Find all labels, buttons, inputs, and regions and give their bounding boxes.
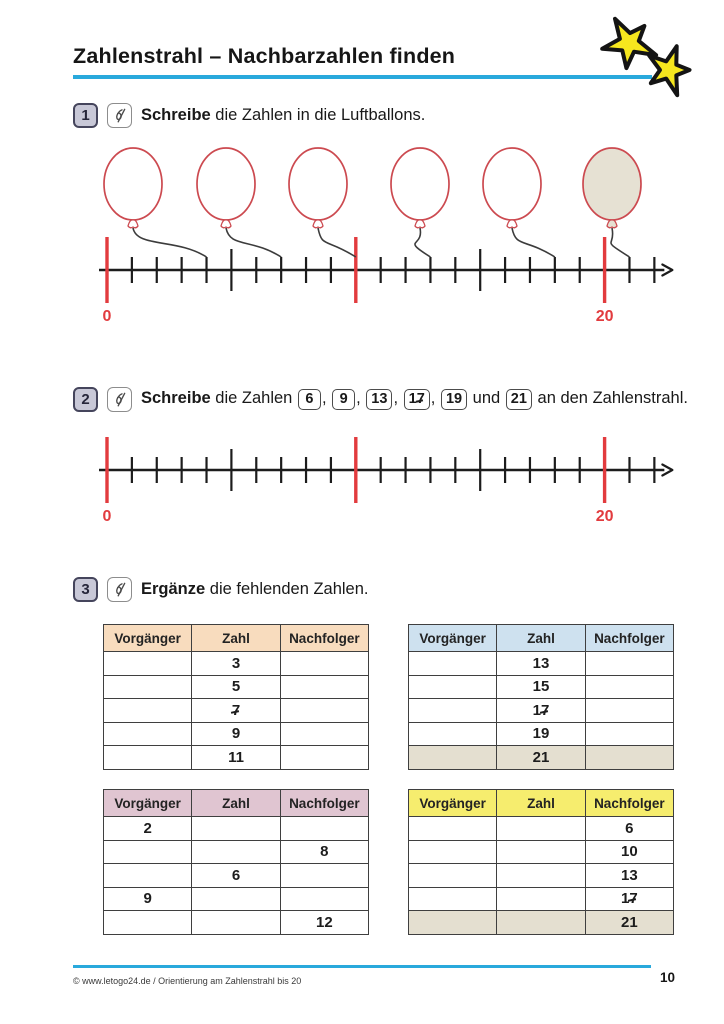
column-header: Vorgänger [104,625,192,652]
pencil-icon [111,107,129,125]
table-row [104,864,369,888]
table-cell [497,911,585,935]
table-cell [409,675,497,699]
table-cell [409,911,497,935]
task-verb: Schreibe [141,389,211,407]
task-text-rest: die fehlenden Zahlen. [209,580,369,598]
task-2 [73,387,688,412]
table-cell: 17 [585,887,673,911]
pencil-icon-box [107,103,132,128]
arrow-head [662,465,672,476]
neighbors-table-blue [408,624,674,770]
table-yellow [408,789,674,935]
table-cell: 9 [104,887,192,911]
table-cell [585,746,673,770]
balloon-string [512,228,555,257]
table-cell [280,746,368,770]
table-cell: 13 [497,652,585,676]
task-verb: Ergänze [141,580,206,598]
balloon [289,148,356,257]
table-cell: 8 [280,840,368,864]
number-box: 9 [332,389,355,410]
task-number-badge: 3 [73,577,98,602]
table-row [409,864,674,888]
table-cell [280,652,368,676]
balloon-knot [507,220,517,228]
table-cell: 19 [497,722,585,746]
table-mauve [103,789,369,935]
table-cell [104,864,192,888]
table-cell [192,887,280,911]
table-orange [103,624,369,770]
balloon [104,148,207,257]
table-cell: 10 [585,840,673,864]
table-cell: 6 [585,817,673,841]
table-cell: 2 [104,817,192,841]
table-row [409,746,674,770]
table-cell: 17 [497,699,585,723]
table-row [409,652,674,676]
task-number-badge: 1 [73,103,98,128]
balloon [483,148,555,257]
task2-numbers [297,389,688,407]
stars-decoration [602,19,689,95]
balloon-knot [415,220,425,228]
table-row [104,746,369,770]
number-box: 17 [404,389,430,410]
table-cell [104,675,192,699]
separator-text: , [321,389,332,407]
column-header: Vorgänger [409,625,497,652]
table-cell [192,911,280,935]
table-row [104,675,369,699]
table-cell [280,699,368,723]
arrow-head [662,265,672,276]
table-cell [409,746,497,770]
table-row [409,840,674,864]
column-header: Vorgänger [409,790,497,817]
balloon-knot [128,220,138,228]
table-cell [280,722,368,746]
table-cell [409,864,497,888]
pencil-icon-box [107,387,132,412]
star-icon [602,19,656,68]
table-cell [409,840,497,864]
balloon-knot [221,220,231,228]
table-cell [497,817,585,841]
table-cell: 11 [192,746,280,770]
balloon-knot [607,220,617,228]
number-line-task1 [99,237,672,325]
number-line-label: 20 [595,308,614,325]
table-cell [497,864,585,888]
balloon-string [611,228,629,257]
separator-text: , [356,389,366,407]
number-box: 19 [441,389,467,410]
table-cell: 9 [192,722,280,746]
table-row [104,911,369,935]
table-cell [104,652,192,676]
table-cell: 15 [497,675,585,699]
table-cell [104,840,192,864]
balloon-string [318,228,356,257]
balloon [391,148,449,257]
separator-text: und [468,389,505,407]
table-cell [409,652,497,676]
neighbors-table-mauve [103,789,369,935]
table-row [104,722,369,746]
balloon [197,148,281,257]
column-header: Nachfolger [280,625,368,652]
table-cell [409,817,497,841]
number-box: 21 [506,389,532,410]
table-row [409,887,674,911]
page-number: 10 [659,970,675,985]
column-header: Zahl [192,625,280,652]
table-row [104,887,369,911]
table-cell: 7 [192,699,280,723]
table-row [104,817,369,841]
task-text-after: an den Zahlenstrahl. [537,389,688,407]
neighbors-table-yellow [408,789,674,935]
pencil-icon [111,391,129,409]
table-cell [409,887,497,911]
number-box: 13 [366,389,392,410]
table-cell [192,817,280,841]
balloon [583,148,641,257]
table-cell [192,840,280,864]
table-cell [497,887,585,911]
number-line-label: 0 [102,308,112,325]
table-row [409,911,674,935]
column-header: Zahl [497,790,585,817]
table-cell: 12 [280,911,368,935]
column-header: Nachfolger [585,790,673,817]
task-instruction [141,580,369,599]
balloon-string [133,228,207,257]
separator-text: , [430,389,440,407]
number-box: 6 [298,389,321,410]
table-cell: 6 [192,864,280,888]
table-cell [104,699,192,723]
page-title: Zahlenstrahl – Nachbarzahlen finden [73,44,456,68]
table-blue [408,624,674,770]
table-cell [280,887,368,911]
pencil-icon [111,581,129,599]
number-line-label: 20 [595,508,614,525]
balloon-knot [313,220,323,228]
table-row [409,699,674,723]
star-icon [649,46,689,95]
table-cell [585,699,673,723]
table-cell: 13 [585,864,673,888]
table-cell [585,722,673,746]
table-cell: 5 [192,675,280,699]
column-header: Nachfolger [585,625,673,652]
table-cell [497,840,585,864]
table-cell [280,864,368,888]
task-number-badge: 2 [73,387,98,412]
table-cell [280,817,368,841]
table-row [409,675,674,699]
table-cell [409,699,497,723]
table-row [409,722,674,746]
task-instruction [141,106,425,125]
balloon-string [226,228,281,257]
table-row [104,840,369,864]
neighbors-table-orange [103,624,369,770]
task-text-before: die Zahlen [215,389,293,407]
footer-line [73,965,651,968]
table-cell [104,746,192,770]
task-instruction [141,389,688,410]
task-text-rest: die Zahlen in die Luftballons. [215,106,426,124]
table-row [409,817,674,841]
task-verb: Schreibe [141,106,211,124]
title-underline [73,75,652,79]
table-cell: 21 [497,746,585,770]
table-cell: 21 [585,911,673,935]
column-header: Vorgänger [104,790,192,817]
pencil-icon-box [107,577,132,602]
table-cell [104,911,192,935]
table-cell [585,675,673,699]
table-cell [104,722,192,746]
column-header: Zahl [192,790,280,817]
number-line-task2 [99,437,672,525]
table-row [104,699,369,723]
table-cell: 3 [192,652,280,676]
table-row [104,652,369,676]
column-header: Nachfolger [280,790,368,817]
balloon-string [415,228,430,257]
table-cell [409,722,497,746]
table-cell [585,652,673,676]
number-line-label: 0 [102,508,112,525]
task-1 [73,103,425,128]
table-cell [280,675,368,699]
footer-copyright: © www.letogo24.de / Orientierung am Zahlenstrahl bis 20 [73,976,302,986]
task-3 [73,577,369,602]
separator-text: , [393,389,403,407]
column-header: Zahl [497,625,585,652]
